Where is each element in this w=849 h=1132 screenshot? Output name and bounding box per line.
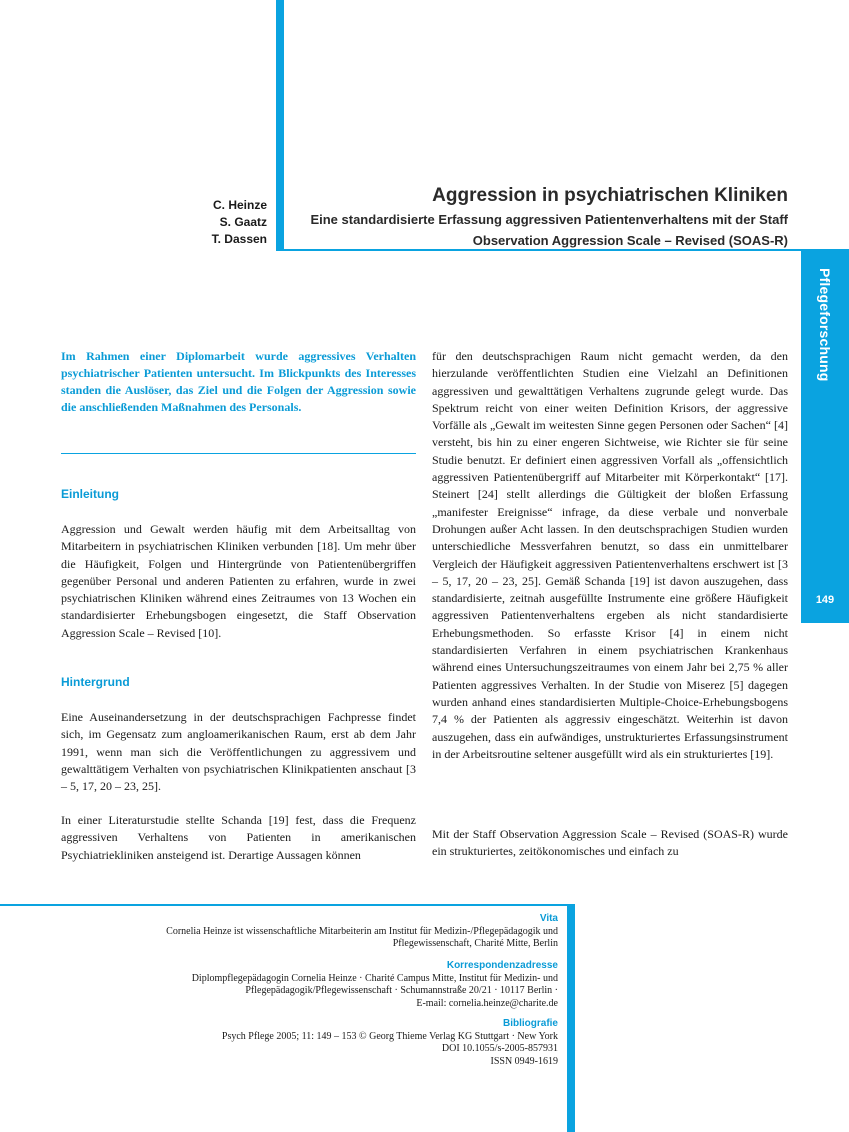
- section-heading-hintergrund: Hintergrund: [61, 675, 130, 689]
- paragraph-hintergrund-2: In einer Literaturstudie stellte Schanda [19] fest, dass die Frequenz aggressiven Verhaltens von Patienten in amerikanischen Psychiatriekliniken ansteigend ist. Derartige Aussagen können: [61, 813, 416, 862]
- vita-text: Pflegewissenschaft, Charité Mitte, Berlin: [392, 938, 558, 949]
- abstract-divider: [61, 453, 416, 454]
- korrespondenz-text: Pflegepädagogik/Pflegewissenschaft · Schumannstraße 20/21 · 10117 Berlin ·: [245, 985, 558, 996]
- bibliografie-heading: Bibliografie: [502, 1018, 558, 1029]
- paragraph-right-2: Mit der Staff Observation Aggression Scale – Revised (SOAS-R) wurde ein strukturiertes, zeitökonomisches und einfach zu: [432, 827, 788, 859]
- author-name: T. Dassen: [211, 232, 267, 246]
- footer-bibliografie: [60, 1018, 558, 1068]
- paragraph-hintergrund-1: Eine Auseinandersetzung in der deutschsprachigen Fachpresse findet sich, im Gegensatz zum angloamerikanischen Raum, erst ab dem Jahr 1991, wenn man sich die Veröffentlichungen zu aggressivem und gewalttätigem Verhalten von psychiatrischen Klinikpatienten anschaut [3 – 5, 17, 20 – 23, 25].: [61, 710, 416, 794]
- paragraph-right-1: für den deutschsprachigen Raum nicht gemacht werden, da den hierzulande veröffentlichten Studien eine Vielzahl an Definitionen aggressiven und gewalttätigen Verhaltens zugrunde gelegt wurde. Das Spektrum reicht von einer weiten Definition Krisors, der aggressive Vorfälle als „Gewalt im weitesten Sinne gegen Personen oder Sachen“ [4] versteht, bis hin zu einer engeren Sichtweise, wie Richter sie für seine Studie benutzt. Er definiert einen aggressiven Vorfall als „offensichtlich aggressiven Patientenübergriff auf Mitarbeiter mit Körperkontakt“ [17]. Steinert [24] stellt allerdings die Gültigkeit der bloßen Erfassung „manifester Ereignisse“ infrage, da diese verbale und nonverbale Drohungen außer Acht lassen. In den deutschsprachigen Studien wurden unterschiedliche Messverfahren benutzt, so dass ein unmittelbarer Vergleich der Häufigkeit aggressiven Patientenverhaltens erschwert ist [3 – 5, 17, 20 – 23, 25]. Gemäß Schanda [19] ist davon auszugehen, dass standardisierte, zeitnah ausgefüllte Instrumente eine größere Häufigkeit aggressiven Patientenverhaltens ergeben als nicht standardisierte Erhebungsmethoden. So erfasste Krisor [4] in einem nicht standardisierten Verfahren in einem psychiatrischen Krankenhaus während eines Untersuchungszeitraumes von einem Jahr bei 2,75 % aller Patienten aggressives Verhalten. In der Studie von Miserez [5] dagegen wurden anhand eines standardisierten Multiple-Choice-Erhebungsbogens 7,4 % der Patienten als aggressiv eingeschätzt. Weiterhin ist davon auszugehen, dass ein aufwändiges, unstrukturiertes Erfassungsinstrument in der Arbeitsroutine seltener ausgefüllt wird als ein strukturiertes [19].: [432, 349, 788, 761]
- section-heading-einleitung: Einleitung: [61, 487, 119, 501]
- footer-accent-bar: [567, 904, 575, 1132]
- vita-heading: Vita: [539, 913, 558, 924]
- footer-rule: [0, 904, 575, 906]
- abstract: Im Rahmen einer Diplomarbeit wurde aggressives Verhalten psychiatrischer Patienten untersucht. Im Blickpunkts des Interesses standen die Auslöser, das Ziel und die Folgen der Aggression sowie die anschließenden Maßnahmen des Personals.: [61, 349, 416, 414]
- page-number: 149: [815, 594, 835, 606]
- paragraph-einleitung: Aggression und Gewalt werden häufig mit dem Arbeitsalltag von Mitarbeitern in psychiatrischen Kliniken verbunden [18]. Um mehr über die Häufigkeit, Folgen und Hintergründe von Patientenübergriffen gegenüber Personal und anderen Patienten zu erfahren, wurde in zwei psychiatrischen Kliniken während eines Zeitraumes von 13 Wochen ein standardisierter Erhebungsbogen eingesetzt, die Staff Observation Aggression Scale – Revised [10].: [61, 522, 416, 640]
- header-accent-bar: [276, 0, 284, 251]
- section-side-label: Pflegeforschung: [817, 268, 833, 382]
- article-title: Aggression in psychiatrischen Kliniken: [432, 185, 788, 206]
- footer-korrespondenz: [60, 960, 558, 1010]
- footer-vita: [60, 913, 558, 951]
- korrespondenz-heading: Korrespondenzadresse: [446, 960, 558, 971]
- article-subtitle-line-1: Eine standardisierte Erfassung aggressiven Patientenverhaltens mit der Staff: [310, 212, 788, 227]
- author-name: C. Heinze: [212, 198, 267, 212]
- article-subtitle-line-2: Observation Aggression Scale – Revised (SOAS-R): [472, 233, 788, 248]
- author-name: S. Gaatz: [219, 215, 267, 229]
- title-block: [288, 183, 788, 251]
- bibliografie-issn: ISSN 0949-1619: [490, 1055, 558, 1067]
- bibliografie-text: Psych Pflege 2005; 11: 149 – 153 © Georg Thieme Verlag KG Stuttgart · New York: [221, 1030, 558, 1042]
- vita-text: Cornelia Heinze ist wissenschaftliche Mitarbeiterin am Institut für Medizin-/Pflegepädagogik und: [166, 925, 558, 937]
- bibliografie-doi: DOI 10.1055/s-2005-857931: [441, 1043, 558, 1054]
- korrespondenz-email: E-mail: cornelia.heinze@charite.de: [416, 997, 558, 1009]
- korrespondenz-text: Diplompflegepädagogin Cornelia Heinze · Charité Campus Mitte, Institut für Medizin- und: [191, 972, 558, 984]
- author-list: [150, 197, 267, 248]
